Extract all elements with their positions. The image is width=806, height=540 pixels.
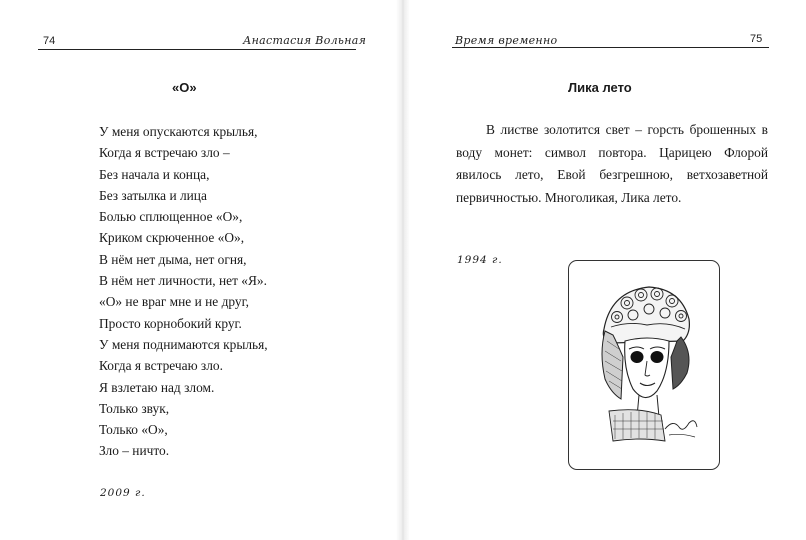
prose-date: 1994 г. bbox=[457, 254, 503, 266]
poem-line: «О» не враг мне и не друг, bbox=[99, 294, 249, 310]
running-head-book-title: Время временно bbox=[455, 34, 558, 47]
poem-line: Только звук, bbox=[99, 400, 170, 416]
prose-paragraph: В листве золотится свет – горсть брошенных в воду монет: символ повтора. Царицею Флорой явилось лето, Евой безгрешною, ветхозаветной первичностью. Многоликая, Лика лето. bbox=[456, 122, 768, 205]
header-rule-right bbox=[452, 47, 769, 48]
poem-title: «О» bbox=[172, 80, 197, 95]
poem-date: 2009 г. bbox=[100, 487, 146, 499]
poem-line: Просто корнобокий круг. bbox=[99, 315, 242, 331]
prose-title: Лика лето bbox=[568, 80, 632, 95]
poem-line: Болью сплющенное «О», bbox=[99, 209, 243, 225]
poem-line: Зло – ничто. bbox=[99, 443, 170, 459]
poem-line: Без затылка и лица bbox=[99, 187, 207, 203]
poem-line: У меня опускаются крылья, bbox=[99, 124, 258, 139]
woman-portrait-sketch-icon bbox=[569, 261, 719, 469]
poem-line: Без начала и конца, bbox=[99, 166, 210, 182]
poem-line: В нём нет дыма, нет огня, bbox=[99, 251, 247, 267]
poem-line: Когда я встречаю зло. bbox=[99, 358, 223, 374]
page-number-right: 75 bbox=[750, 33, 763, 45]
poem-line: Криком скрюченное «О», bbox=[99, 230, 245, 246]
page-number-left: 74 bbox=[43, 35, 56, 47]
illustration-frame bbox=[568, 260, 720, 470]
poem-line: Когда я встречаю зло – bbox=[99, 145, 230, 161]
poem-line: Только «О», bbox=[99, 422, 168, 438]
poem-line: В нём нет личности, нет «Я». bbox=[99, 273, 267, 289]
poem-line: Я взлетаю над злом. bbox=[99, 379, 215, 395]
running-head-author: Анастасия Вольная bbox=[243, 34, 367, 47]
poem-line: У меня поднимаются крылья, bbox=[99, 336, 268, 352]
